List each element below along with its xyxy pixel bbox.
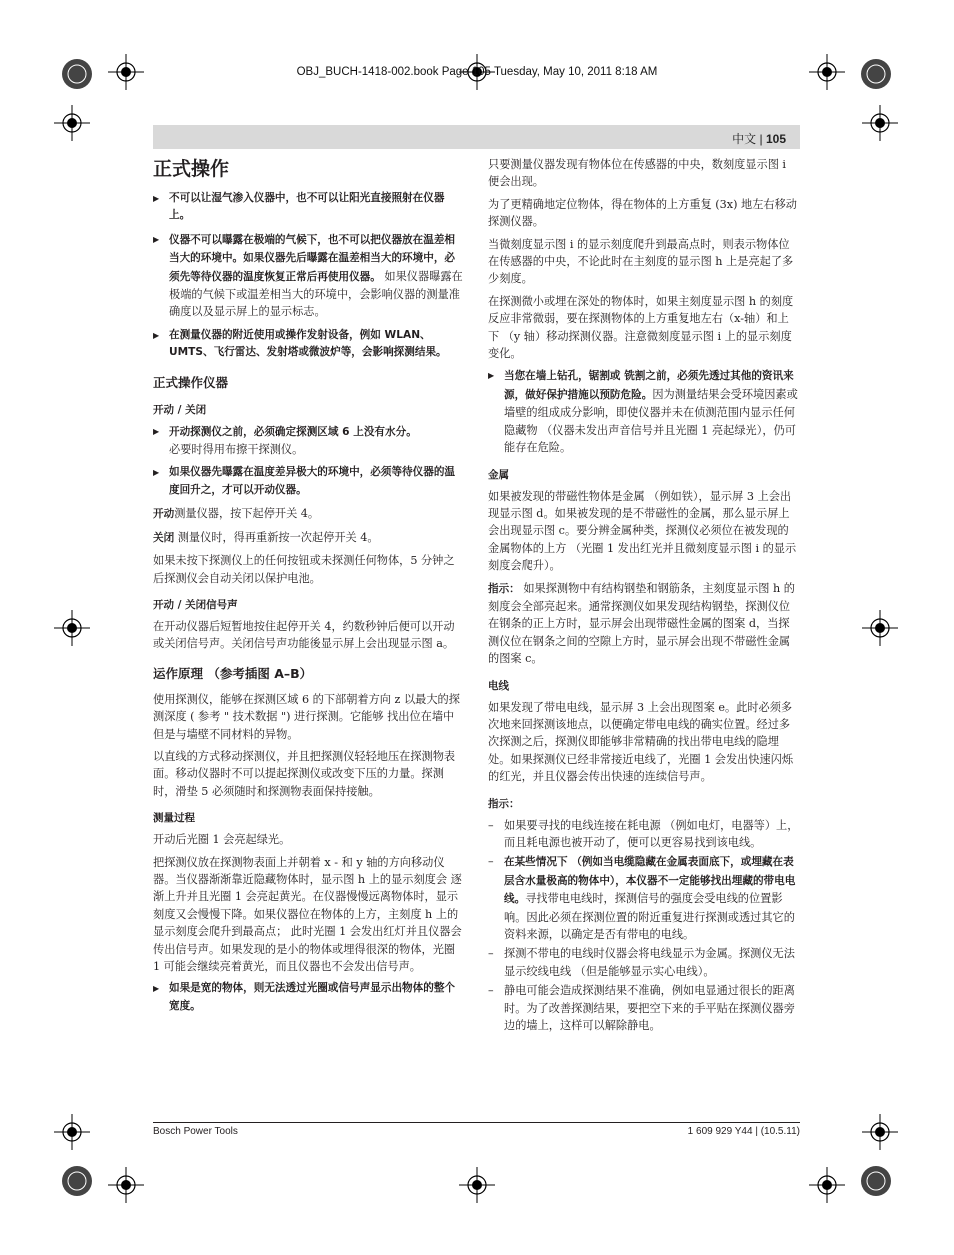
footer-rule <box>153 1122 800 1123</box>
off-paragraph <box>153 529 464 547</box>
process-paragraph-2: 把探测仪放在探测物表面上并朝着 x - 和 y 轴的方向移动仪器。当仪器渐渐靠近隐藏物体时，显示图 h 上的显示刻度会 逐渐上升并且光圈 1 会亮起黄光。在仪器慢慢远离物体时，显示刻度又会慢慢下降。如果仪器位在物体的上方，主刻度 h 上的显示刻度会爬升到最高点； 此时光圈 1 会发出红灯并且仪器会传出信号声。如果发现的是小的物体或埋得很深的物体，光圈 1 可能会继续亮着黄光，而且仪器也不会发出信号声。 <box>153 855 462 973</box>
note-item-2 <box>488 853 799 943</box>
note-item-3: – 探测不带电的电线时仪器会将电线显示为金属。探测仪无法显示绞线电线 （但是能够显示实心电线）。 <box>488 945 799 980</box>
page-number-block <box>732 130 786 147</box>
on-paragraph <box>153 505 464 523</box>
paragraph-repeat: 为了更精确地定位物体，得在物体的上方重复 (3x) 地左右移动探测仪器。 <box>488 197 797 229</box>
star-mark-bottom-left-icon <box>59 1163 95 1199</box>
metal-paragraph-2 <box>488 580 799 668</box>
note-bold-text: 在某些情况下 （例如当电缆隐藏在金属表面底下，或埋藏在表层含水量极高的物体中），本仪器不一定能够找出埋藏的带电电线。 <box>504 856 796 906</box>
warning-bold-text: 当您在墙上钻孔，锯割或 铣割之前，必须先透过其他的资讯来源，做好保护措施以预防危险。 <box>504 370 794 401</box>
on-text: 测量仪器，按下起停开关 4。 <box>174 507 320 521</box>
footer-doc-code: 1 609 929 Y44 | (10.5.11) <box>687 1126 800 1137</box>
off-text: 测量仪时，得再重新按一次起停开关 4。 <box>174 530 379 544</box>
crosshair-mark-bottom-middle-icon <box>459 1167 495 1203</box>
subheading-process: 测量过程 <box>153 812 195 825</box>
paragraph-fine-scale: 只要测量仪器发现有物体位在传感器的中央，数刻度显示图 i 便会出现。 <box>488 158 787 189</box>
crosshair-mark-bottom-left-icon <box>108 1167 144 1203</box>
note-normal-text: 寻找带电电线时，探测信号的强度会受电线的位置影响。因此必须在探测位置的附近重复进行探测或透过其它的资料来源，以确定是否有带电的电线。 <box>504 892 795 942</box>
right-column <box>488 156 799 1036</box>
warning-bullet-wide-objects: ▶ 如果是宽的物体，则无法透过光圈或信号声显示出物体的整个宽度。 <box>153 980 464 1015</box>
subheading-signal: 开动 / 关闭信号声 <box>153 598 238 611</box>
on-label: 开动 <box>153 508 175 521</box>
warning-normal-text: 必要时得用布擦干探测仪。 <box>169 443 304 457</box>
language-label: 中文 <box>732 132 757 146</box>
wire-paragraph: 如果发现了带电电线，显示屏 3 上会出现图案 e。此时必须多次地来回探测该地点，以便确定带电电线的确实位置。经过多次探测之后，探测仪即能够非常精确的找出带电电线的隐埋处。如果探测仪已经非常接近电线了，光圈 1 会发出快速闪烁的红光，并且仪器会传出快速的连续信号声。 <box>488 700 794 784</box>
auto-off-paragraph: 如果未按下探测仪上的任何按钮或未探测任何物体，5 分钟之后探测仪会自动关闭以保护电池。 <box>153 554 455 585</box>
book-info-line: OBJ_BUCH-1418-002.book Page 105 Tuesday, May 10, 2011 8:18 AM <box>296 66 658 78</box>
crosshair-mark-right-lower-icon <box>862 1114 898 1150</box>
paragraph-center: 当微刻度显示图 i 的显示刻度爬升到最高点时，则表示物体位在传感器的中央，不论此时在主刻度的显示图 h 上是亮起了多少刻度。 <box>488 237 794 286</box>
metal-paragraph-1: 如果被发现的带磁性物体是金属 （例如铁），显示屏 3 上会出现显示图 d。如果被发现的是不带磁性的金属，那么显示屏上会出现显示图 c。要分辨金属种类，探测仪必须位在被发现的金属物体的上方 （光圈 1 发出红光并且微刻度显示图 i 的显示刻度会爬升）。 <box>488 489 797 573</box>
left-column <box>153 156 464 1021</box>
signal-paragraph: 在开动仪器后短暂地按住起停开关 4，约数秒钟后便可以开动或关闭信号声。关闭信号声功能後显示屏上会出现显示图 a。 <box>153 619 455 651</box>
subheading-notes: 指示： <box>488 797 520 810</box>
warning-bullet-climate <box>153 231 464 321</box>
section-heading-principle: 运作原理 （参考插图 A–B） <box>153 665 313 681</box>
crosshair-mark-left-middle-icon <box>54 610 90 646</box>
note-text: 如果探测物中有结构钢垫和钢筋条，主刻度显示图 h 的刻度会全部亮起来。通常探测仪如果发现结构钢垫，探测仪位在钢条的正上方时，显示屏会出现带磁性金属的图案 d，当探测仪位在钢条之间的空隙上方时，显示屏会出现不带磁性金属的图案 c。 <box>488 581 795 666</box>
warning-bullet-transmitters: ▶ 在测量仪器的附近使用或操作发射设备，例如 WLAN、 UMTS、飞行雷达、发射塔或微波炉等，会影响探测结果。 <box>153 327 464 362</box>
note-item-1: – 如果要寻找的电线连接在耗电源 （例如电灯，电器等）上，而且耗电源也被开动了，便可以更容易找到该电线。 <box>488 817 799 852</box>
subheading-metal: 金属 <box>488 468 509 481</box>
page-header-bar <box>153 125 800 149</box>
warning-normal-text: 如果仪器曝露在极端的气候下或温差相当大的环境中，会影响仪器的测量准确度以及显示屏上的显示标志。 <box>169 269 463 319</box>
subheading-on-off: 开动 / 关闭 <box>153 403 207 416</box>
footer-brand: Bosch Power Tools <box>153 1126 238 1137</box>
page-title: 正式操作 <box>153 158 230 180</box>
warning-normal-text: 因为测量结果会受环境因素或墙壁的组成成分影响，即使仪器并未在侦测范围内显示任何隐藏物 （仪器未发出声音信号并且光圈 1 亮起绿光），仍可能存在危险。 <box>504 387 798 455</box>
warning-bullet-water <box>153 423 464 459</box>
note-label: 指示： <box>488 582 520 595</box>
page-number: 105 <box>765 132 786 146</box>
principle-paragraph-2: 以直线的方式移动探测仪，并且把探测仪轻轻地压在探测物表面。移动仪器时不可以提起探测仪或改变下压的力量。探测时，滑垫 5 必须随时和探测物表面保持接触。 <box>153 749 456 798</box>
principle-paragraph-1: 使用探测仪，能够在探测区域 6 的下部朝着方向 z 以最大的探测深度 ( 参考 " 技术数据 ") 进行探测。它能够 找出位在墙中但是与墙壁不同材料的异物。 <box>153 692 460 741</box>
crosshair-mark-right-middle-icon <box>862 610 898 646</box>
paragraph-small-objects: 在探测微小或埋在深处的物体时，如果主刻度显示图 h 的刻度反应非常微弱，要在探测物体的上方重复地左右（x-轴）和上下 （y 轴）移动探测仪器。注意微刻度显示图 i 上的显示刻度变化。 <box>488 294 794 361</box>
off-label: 关闭 <box>153 531 175 544</box>
warning-bullet-temperature: ▶ 如果仪器先曝露在温度差异极大的环境中，必须等待仪器的温度回升之，才可以开动仪器。 <box>153 464 464 499</box>
crosshair-mark-left-upper-icon <box>54 105 90 141</box>
crosshair-mark-left-lower-icon <box>54 1114 90 1150</box>
process-paragraph-1: 开动后光圈 1 会亮起绿光。 <box>153 833 291 847</box>
separator: | <box>759 132 763 146</box>
section-heading-operation: 正式操作仪器 <box>153 374 229 390</box>
star-mark-bottom-right-icon <box>858 1163 894 1199</box>
note-item-4: – 静电可能会造成探测结果不准确，例如电显通过很长的距离时。为了改善探测结果，要把空下来的手平贴在探测仪器旁边的墙上，这样可以解除静电。 <box>488 982 799 1034</box>
crosshair-mark-right-upper-icon <box>862 105 898 141</box>
subheading-wire: 电线 <box>488 679 509 692</box>
warning-bullet-moisture: ▶ 不可以让湿气渗入仪器中，也不可以让阳光直接照射在仪器上。 <box>153 190 464 225</box>
warning-bold-text: 仪器不可以曝露在极端的气候下，也不可以把仪器放在温差相当大的环境中。如果仪器先后曝露在温差相当大的环境中，必须先等待仪器的温度恢复正常后再使用仪器。 <box>169 233 456 283</box>
warning-bold-text: 开动探测仪之前，必须确定探测区域 6 上没有水分。 <box>169 425 417 438</box>
crosshair-mark-bottom-right-icon <box>809 1167 845 1203</box>
warning-bullet-drilling <box>488 367 799 456</box>
